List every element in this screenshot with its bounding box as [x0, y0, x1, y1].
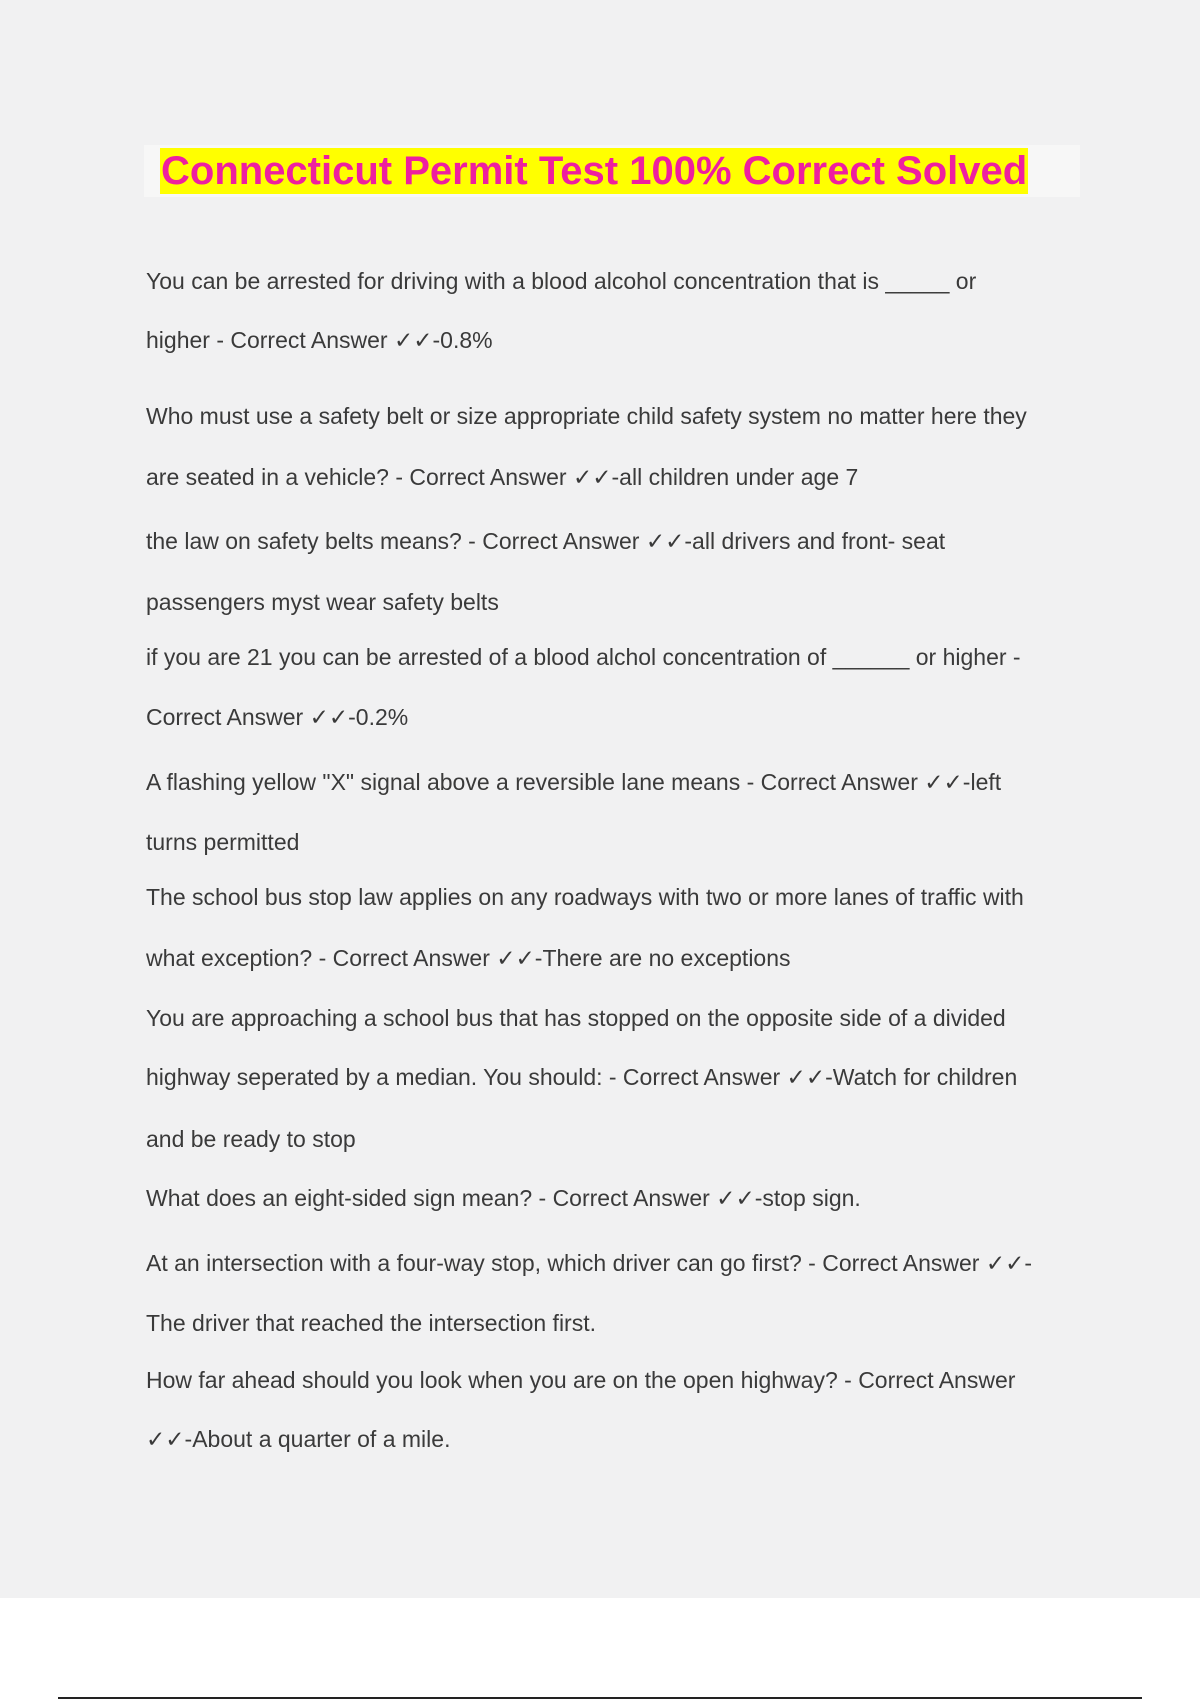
qa-line: Who must use a safety belt or size appropriate child safety system no matter here they: [146, 403, 1027, 429]
qa-line: highway seperated by a median. You should: - Correct Answer ✓✓-Watch for children: [146, 1064, 1018, 1090]
qa-line: You can be arrested for driving with a blood alcohol concentration that is _____ or: [146, 268, 977, 294]
qa-line: A flashing yellow "X" signal above a reversible lane means - Correct Answer ✓✓-left: [146, 769, 1002, 795]
qa-line: the law on safety belts means? - Correct Answer ✓✓-all drivers and front- seat: [146, 528, 946, 554]
qa-line: What does an eight-sided sign mean? - Correct Answer ✓✓-stop sign.: [146, 1185, 861, 1211]
qa-line: passengers myst wear safety belts: [146, 589, 499, 615]
footer-rule: [58, 1697, 1142, 1699]
qa-line: and be ready to stop: [146, 1126, 356, 1152]
document-title: Connecticut Permit Test 100% Correct Solved: [161, 149, 1028, 193]
qa-line: At an intersection with a four-way stop, which driver can go first? - Correct Answer ✓✓-: [146, 1250, 1033, 1276]
qa-line: Correct Answer ✓✓-0.2%: [146, 704, 409, 730]
qa-line: turns permitted: [146, 829, 300, 855]
qa-line: You are approaching a school bus that has stopped on the opposite side of a divided: [146, 1005, 1006, 1031]
qa-line: The school bus stop law applies on any roadways with two or more lanes of traffic with: [146, 884, 1024, 910]
qa-line: are seated in a vehicle? - Correct Answer ✓✓-all children under age 7: [146, 464, 859, 490]
qa-line: higher - Correct Answer ✓✓-0.8%: [146, 327, 493, 353]
qa-line: How far ahead should you look when you are on the open highway? - Correct Answer: [146, 1367, 1016, 1393]
qa-line: if you are 21 you can be arrested of a blood alchol concentration of ______ or higher -: [146, 644, 1021, 670]
qa-line: The driver that reached the intersection first.: [146, 1310, 596, 1336]
qa-line: ✓✓-About a quarter of a mile.: [146, 1426, 451, 1452]
qa-line: what exception? - Correct Answer ✓✓-There are no exceptions: [146, 945, 791, 971]
